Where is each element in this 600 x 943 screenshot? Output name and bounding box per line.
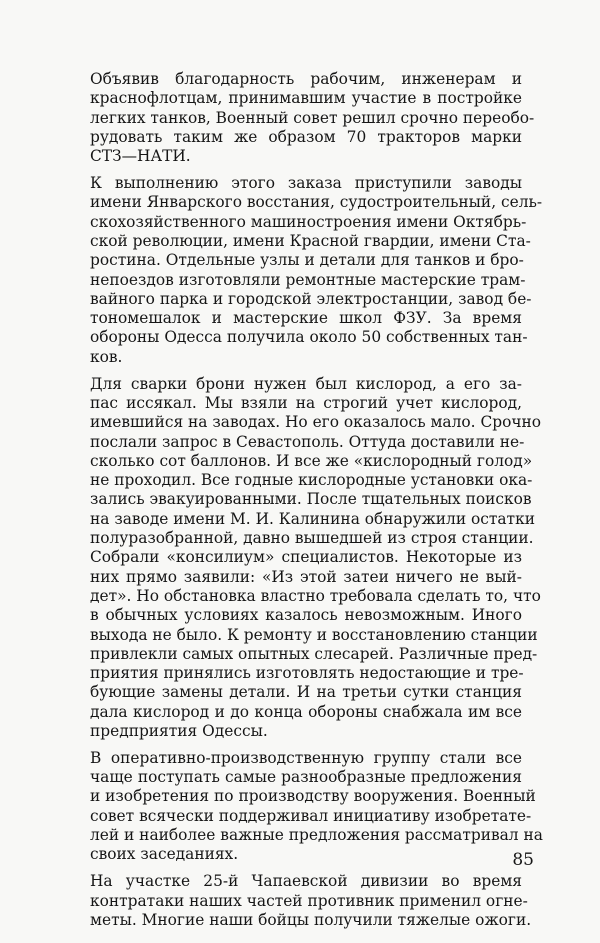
text-line: непоездов изготовляли ремонтные мастерские трам- <box>90 270 526 289</box>
text-line: лей и наиболее важные предложения рассматривал на <box>90 826 543 845</box>
text-line: предприятия Одессы. <box>90 721 268 740</box>
paragraph <box>90 374 542 742</box>
text-line: них прямо заявили: «Из этой затеи ничего не вый- <box>90 567 522 586</box>
text-line: сколько сот баллонов. И все же «кислородный голод» <box>90 451 533 470</box>
text-line: Для сварки брони нужен был кислород, а его за- <box>90 374 522 393</box>
text-line: СТЗ—НАТИ. <box>90 147 191 166</box>
text-line: На участке 25-й Чапаевской дивизии во время <box>90 872 522 891</box>
text-line: обороны Одесса получила около 50 собственных тан- <box>90 328 528 347</box>
text-line: бующие замены детали. И на третьи сутки станция <box>90 683 522 702</box>
text-line: краснофлотцам, принимавшим участие в постройке <box>90 89 522 108</box>
text-line: ков. <box>90 347 123 366</box>
text-line: своих заседаниях. <box>90 845 239 864</box>
text-line: полуразобранной, давно вышедшей из строя станции. <box>90 529 534 548</box>
text-line: вайного парка и городской электростанции, завод бе- <box>90 289 532 308</box>
text-line: Собрали «консилиум» специалистов. Некоторые из <box>90 548 522 567</box>
text-line: В оперативно-производственную группу стали все <box>90 748 522 767</box>
text-line: дет». Но обстановка властно требовала сделать то, что <box>90 586 541 605</box>
text-line: рудовать таким же образом 70 тракторов марки <box>90 127 522 146</box>
text-line: пас иссякал. Мы взяли на строгий учет кислород, <box>90 393 522 412</box>
text-line: ростина. Отдельные узлы и детали для танков и бро- <box>90 251 524 270</box>
text-line: тономешалок и мастерские школ ФЗУ. За время <box>90 309 522 328</box>
text-line: послали запрос в Севастополь. Оттуда доставили не- <box>90 432 525 451</box>
text-line: меты. Многие наши бойцы получили тяжелые ожоги. <box>90 910 532 929</box>
text-line: не проходил. Все годные кислородные установки ока- <box>90 471 533 490</box>
text-line: скохозяйственного машиностроения имени Октябрь- <box>90 212 527 231</box>
paragraph <box>90 872 532 930</box>
text-line: К выполнению этого заказа приступили заводы <box>90 174 522 193</box>
text-line: выхода не было. К ремонту и восстановлению станции <box>90 625 538 644</box>
text-line: и изобретения по производству вооружения. Военный <box>90 787 536 806</box>
text-line: привлекли самых опытных слесарей. Различные пред- <box>90 644 538 663</box>
text-line: приятия принялись изготовлять недостающие и тре- <box>90 664 524 683</box>
text-line: в обычных условиях казалось невозможным. Иного <box>90 606 522 625</box>
text-line: ской революции, имени Красной гвардии, имени Ста- <box>90 231 531 250</box>
page-number: 85 <box>512 850 534 870</box>
text-line: имени Январского восстания, судостроительный, сель- <box>90 193 543 212</box>
text-line: зались эвакуированными. После тщательных поисков <box>90 490 532 509</box>
text-line: на заводе имени М. И. Калинина обнаружили остатки <box>90 509 535 528</box>
text-line: контратаки наших частей противник применил огне- <box>90 891 528 910</box>
text-line: Объявив благодарность рабочим, инженерам и <box>90 70 522 88</box>
paragraph <box>90 174 543 367</box>
paragraph <box>90 70 535 166</box>
text-line: чаще поступать самые разнообразные предложения <box>90 768 522 787</box>
text-line: имевшийся на заводах. Но его оказалось мало. Срочно <box>90 413 542 432</box>
text-line: совет всячески поддерживал инициативу изобретате- <box>90 806 532 825</box>
text-line: легких танков, Военный совет решил срочно переобо- <box>90 108 535 127</box>
text-line: дала кислород и до конца обороны снабжала им все <box>90 702 522 721</box>
